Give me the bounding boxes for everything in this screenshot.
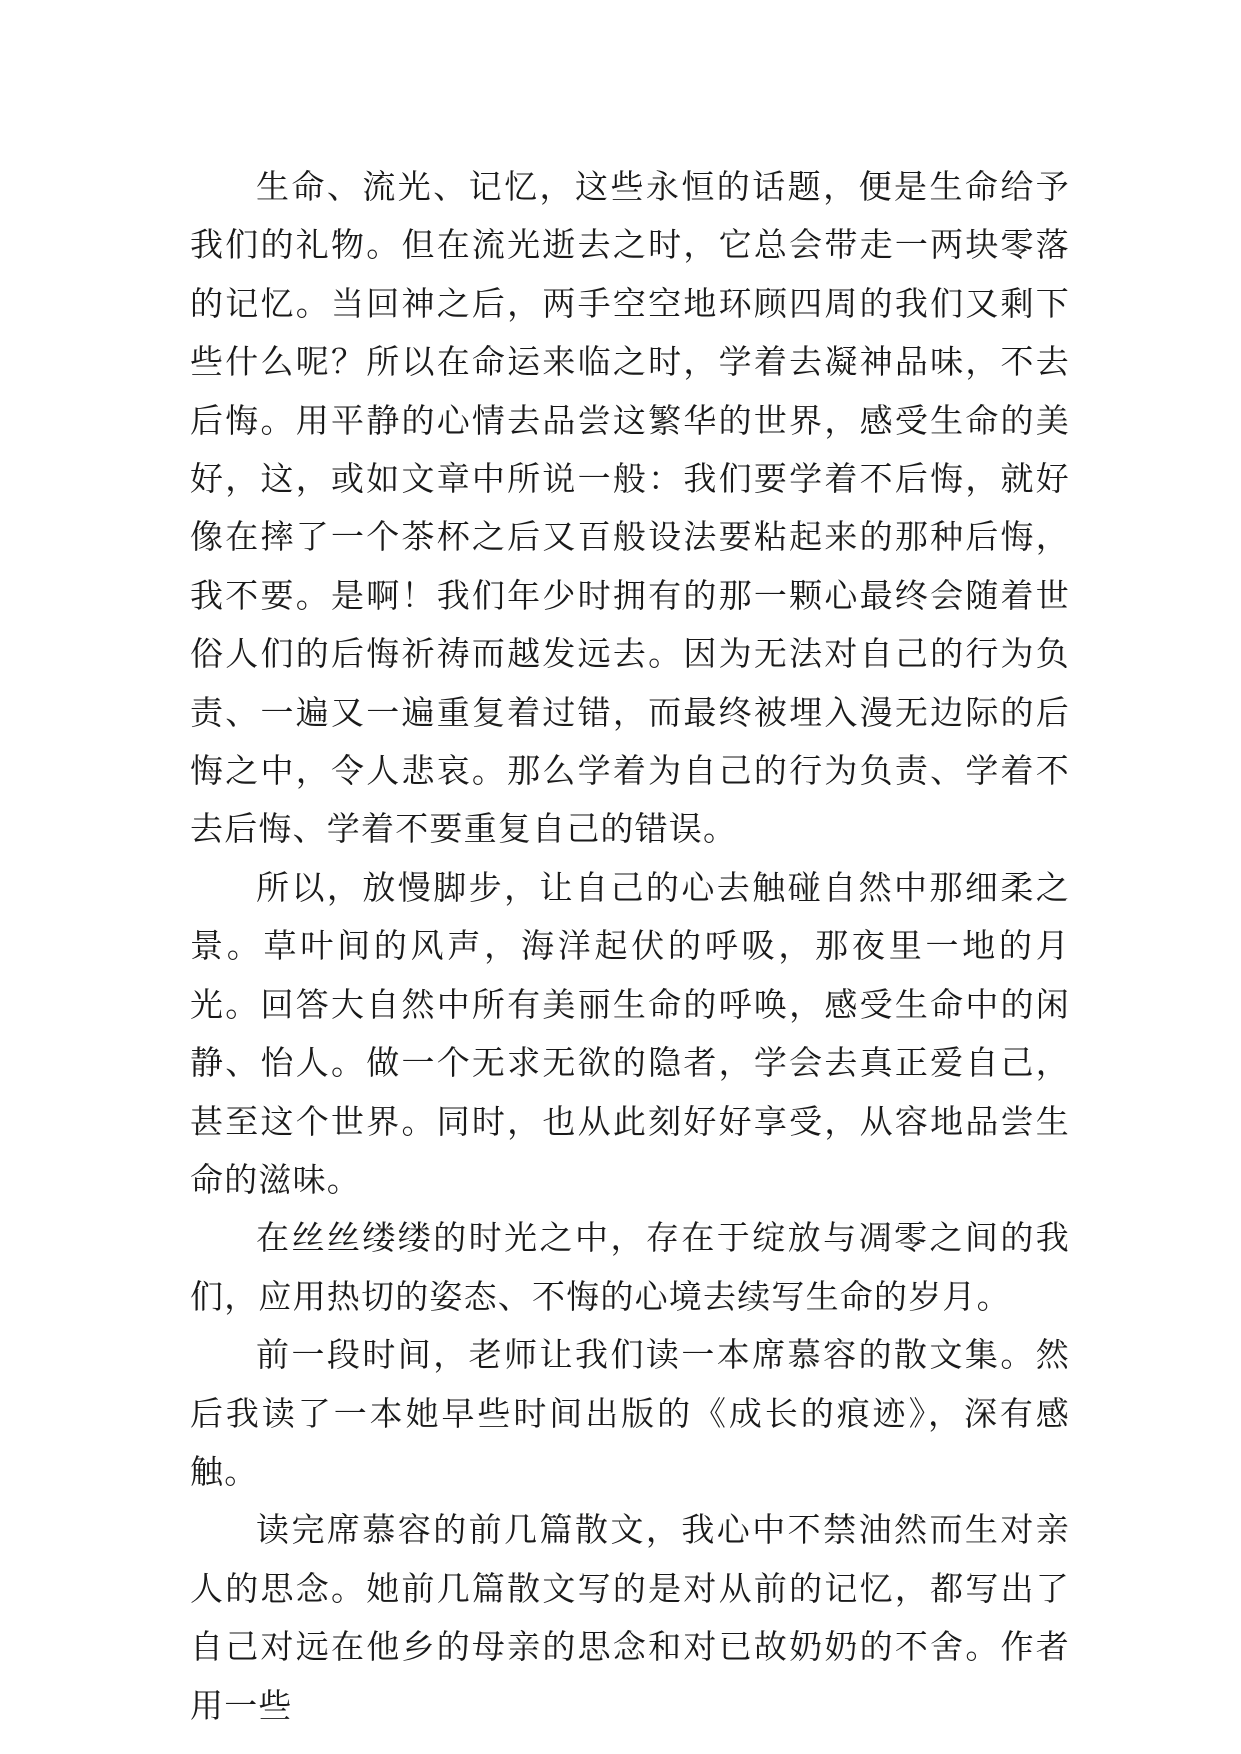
paragraph: 前一段时间，老师让我们读一本席慕容的散文集。然后我读了一本她早些时间出版的《成长的痕迹》，深有感触。: [190, 1335, 1070, 1491]
paragraph: 读完席慕容的前几篇散文，我心中不禁油然而生对亲人的思念。她前几篇散文写的是对从前的记忆，都写出了自己对远在他乡的母亲的思念和对已故奶奶的不舍。作者用一些: [190, 1510, 1070, 1725]
paragraph: 生命、流光、记忆，这些永恒的话题，便是生命给予我们的礼物。但在流光逝去之时，它总会带走一两块零落的记忆。当回神之后，两手空空地环顾四周的我们又剩下些什么呢？所以在命运来临之时，学着去凝神品味，不去后悔。用平静的心情去品尝这繁华的世界，感受生命的美好，这，或如文章中所说一般：我们要学着不后悔，就好像在摔了一个茶杯之后又百般设法要粘起来的那种后悔，我不要。是啊！我们年少时拥有的那一颗心最终会随着世俗人们的后悔祈祷而越发远去。因为无法对自己的行为负责、一遍又一遍重复着过错，而最终被埋入漫无边际的后悔之中，令人悲哀。那么学着为自己的行为负责、学着不去后悔、学着不要重复自己的错误。: [190, 167, 1070, 849]
paragraph: 所以，放慢脚步，让自己的心去触碰自然中那细柔之景。草叶间的风声，海洋起伏的呼吸，那夜里一地的月光。回答大自然中所有美丽生命的呼唤，感受生命中的闲静、怡人。做一个无求无欲的隐者，学会去真正爱自己，甚至这个世界。同时，也从此刻好好享受，从容地品尝生命的滋味。: [190, 867, 1070, 1199]
paragraph: 在丝丝缕缕的时光之中，存在于绽放与凋零之间的我们，应用热切的姿态、不悔的心境去续写生命的岁月。: [190, 1218, 1070, 1316]
document-body: [190, 158, 1070, 1735]
